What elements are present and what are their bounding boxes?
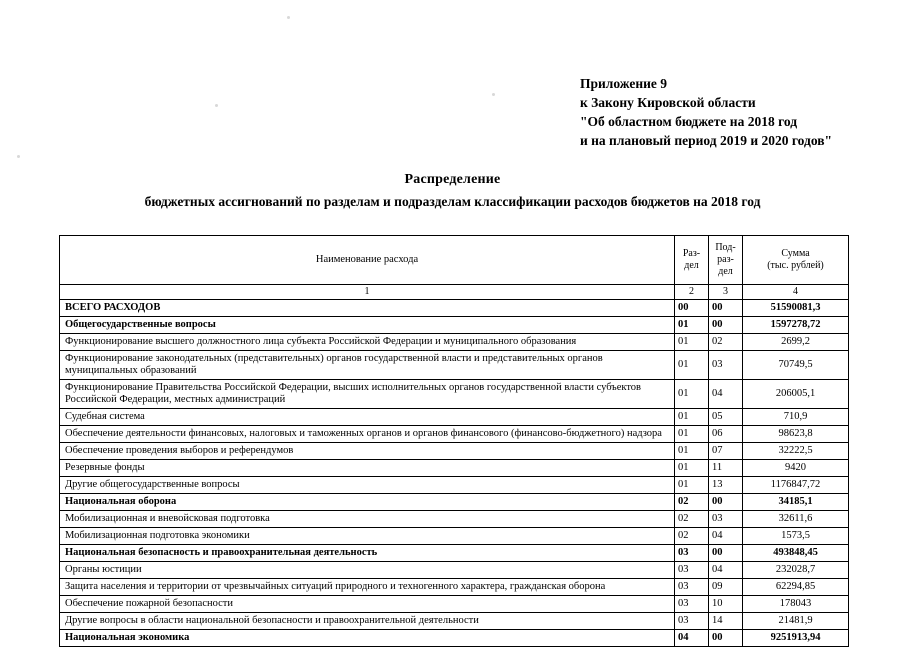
row-expense-name: Обеспечение деятельности финансовых, налоговых и таможенных органов и органов финансового (финансово-бюджетного) надзора bbox=[60, 426, 675, 443]
column-number-4: 4 bbox=[743, 285, 849, 300]
row-podrazdel: 03 bbox=[709, 351, 743, 380]
row-razdel: 01 bbox=[675, 380, 709, 409]
row-razdel: 03 bbox=[675, 545, 709, 562]
row-expense-name: ВСЕГО РАСХОДОВ bbox=[60, 300, 675, 317]
row-expense-name: Функционирование Правительства Российской Федерации, высших исполнительных органов государственной власти субъектов Российской Федерации, местных администраций bbox=[60, 380, 675, 409]
row-razdel: 01 bbox=[675, 460, 709, 477]
row-expense-name: Мобилизационная подготовка экономики bbox=[60, 528, 675, 545]
row-podrazdel: 04 bbox=[709, 380, 743, 409]
row-summa: 34185,1 bbox=[743, 494, 849, 511]
column-header-podrazdel-line3: дел bbox=[718, 266, 733, 277]
row-podrazdel: 03 bbox=[709, 511, 743, 528]
table-row bbox=[60, 562, 849, 579]
row-podrazdel: 05 bbox=[709, 409, 743, 426]
row-razdel: 00 bbox=[675, 300, 709, 317]
row-summa: 51590081,3 bbox=[743, 300, 849, 317]
row-razdel: 01 bbox=[675, 426, 709, 443]
table-row bbox=[60, 596, 849, 613]
table-row bbox=[60, 511, 849, 528]
row-expense-name: Национальная экономика bbox=[60, 630, 675, 647]
row-podrazdel: 00 bbox=[709, 494, 743, 511]
row-podrazdel: 00 bbox=[709, 300, 743, 317]
row-expense-name: Защита населения и территории от чрезвычайных ситуаций природного и техногенного характера, гражданская оборона bbox=[60, 579, 675, 596]
table-row bbox=[60, 579, 849, 596]
table-row bbox=[60, 351, 849, 380]
budget-table bbox=[59, 235, 849, 647]
row-summa: 70749,5 bbox=[743, 351, 849, 380]
row-podrazdel: 04 bbox=[709, 528, 743, 545]
column-number-1: 1 bbox=[60, 285, 675, 300]
row-summa: 1176847,72 bbox=[743, 477, 849, 494]
scan-speck bbox=[492, 93, 495, 96]
row-expense-name: Судебная система bbox=[60, 409, 675, 426]
column-header-summa bbox=[743, 236, 849, 285]
table-row bbox=[60, 443, 849, 460]
scan-speck bbox=[215, 104, 218, 107]
row-summa: 9420 bbox=[743, 460, 849, 477]
row-podrazdel: 11 bbox=[709, 460, 743, 477]
table-row bbox=[60, 300, 849, 317]
table-body bbox=[60, 300, 849, 647]
column-header-razdel-line2: дел bbox=[684, 260, 699, 271]
row-podrazdel: 00 bbox=[709, 545, 743, 562]
row-summa: 710,9 bbox=[743, 409, 849, 426]
row-expense-name: Национальная безопасность и правоохранительная деятельность bbox=[60, 545, 675, 562]
row-podrazdel: 10 bbox=[709, 596, 743, 613]
table-column-number-row bbox=[60, 285, 849, 300]
row-razdel: 03 bbox=[675, 596, 709, 613]
row-expense-name: Общегосударственные вопросы bbox=[60, 317, 675, 334]
row-summa: 2699,2 bbox=[743, 334, 849, 351]
row-summa: 1597278,72 bbox=[743, 317, 849, 334]
row-expense-name: Мобилизационная и вневойсковая подготовка bbox=[60, 511, 675, 528]
row-summa: 178043 bbox=[743, 596, 849, 613]
table-row bbox=[60, 613, 849, 630]
row-summa: 32222,5 bbox=[743, 443, 849, 460]
row-summa: 21481,9 bbox=[743, 613, 849, 630]
column-number-2: 2 bbox=[675, 285, 709, 300]
row-razdel: 01 bbox=[675, 351, 709, 380]
row-podrazdel: 13 bbox=[709, 477, 743, 494]
table-row bbox=[60, 409, 849, 426]
scan-speck bbox=[287, 16, 290, 19]
row-expense-name: Другие общегосударственные вопросы bbox=[60, 477, 675, 494]
row-razdel: 02 bbox=[675, 494, 709, 511]
row-expense-name: Функционирование высшего должностного лица субъекта Российской Федерации и муниципального образования bbox=[60, 334, 675, 351]
column-header-podrazdel bbox=[709, 236, 743, 285]
row-razdel: 01 bbox=[675, 443, 709, 460]
row-razdel: 01 bbox=[675, 409, 709, 426]
row-podrazdel: 00 bbox=[709, 317, 743, 334]
row-podrazdel: 14 bbox=[709, 613, 743, 630]
row-expense-name: Резервные фонды bbox=[60, 460, 675, 477]
row-summa: 493848,45 bbox=[743, 545, 849, 562]
table-header bbox=[60, 236, 849, 300]
row-razdel: 01 bbox=[675, 334, 709, 351]
row-razdel: 03 bbox=[675, 613, 709, 630]
page-title: Распределение bbox=[404, 172, 501, 187]
column-header-podrazdel-line2: раз- bbox=[717, 254, 734, 265]
row-podrazdel: 09 bbox=[709, 579, 743, 596]
row-razdel: 03 bbox=[675, 562, 709, 579]
table-row bbox=[60, 630, 849, 647]
scan-speck bbox=[17, 155, 20, 158]
row-summa: 1573,5 bbox=[743, 528, 849, 545]
column-number-3: 3 bbox=[709, 285, 743, 300]
row-summa: 32611,6 bbox=[743, 511, 849, 528]
column-header-summa-line1: Сумма bbox=[781, 248, 810, 259]
table-row bbox=[60, 528, 849, 545]
table-row bbox=[60, 380, 849, 409]
table-row bbox=[60, 334, 849, 351]
row-razdel: 03 bbox=[675, 579, 709, 596]
table-row bbox=[60, 494, 849, 511]
row-expense-name: Функционирование законодательных (представительных) органов государственной власти и представительных органов муниципальных образований bbox=[60, 351, 675, 380]
row-podrazdel: 07 bbox=[709, 443, 743, 460]
row-expense-name: Обеспечение проведения выборов и референдумов bbox=[60, 443, 675, 460]
row-podrazdel: 02 bbox=[709, 334, 743, 351]
row-expense-name: Национальная оборона bbox=[60, 494, 675, 511]
header-line-2: к Закону Кировской области bbox=[580, 95, 756, 110]
column-header-razdel bbox=[675, 236, 709, 285]
table-header-row bbox=[60, 236, 849, 285]
page-subtitle: бюджетных ассигнований по разделам и подразделам классификации расходов бюджетов на 2018 год bbox=[144, 194, 761, 209]
table-row bbox=[60, 426, 849, 443]
row-expense-name: Другие вопросы в области национальной безопасности и правоохранительной деятельности bbox=[60, 613, 675, 630]
row-razdel: 04 bbox=[675, 630, 709, 647]
column-header-summa-line2: (тыс. рублей) bbox=[767, 260, 824, 271]
row-razdel: 01 bbox=[675, 317, 709, 334]
table-row bbox=[60, 460, 849, 477]
column-header-razdel-line1: Раз- bbox=[682, 248, 701, 259]
row-summa: 98623,8 bbox=[743, 426, 849, 443]
header-line-3: "Об областном бюджете на 2018 год bbox=[580, 114, 798, 129]
row-razdel: 02 bbox=[675, 528, 709, 545]
row-razdel: 02 bbox=[675, 511, 709, 528]
row-expense-name: Органы юстиции bbox=[60, 562, 675, 579]
table-row bbox=[60, 545, 849, 562]
row-podrazdel: 00 bbox=[709, 630, 743, 647]
header-line-1: Приложение 9 bbox=[580, 76, 668, 91]
row-expense-name: Обеспечение пожарной безопасности bbox=[60, 596, 675, 613]
row-summa: 206005,1 bbox=[743, 380, 849, 409]
budget-table-wrapper bbox=[59, 235, 848, 647]
table-row bbox=[60, 477, 849, 494]
row-summa: 62294,85 bbox=[743, 579, 849, 596]
table-row bbox=[60, 317, 849, 334]
column-header-podrazdel-line1: Под- bbox=[715, 242, 736, 253]
document-header-block bbox=[580, 74, 832, 150]
row-podrazdel: 04 bbox=[709, 562, 743, 579]
column-header-name: Наименование расхода bbox=[60, 236, 675, 285]
header-line-4: и на плановый период 2019 и 2020 годов" bbox=[580, 133, 833, 148]
row-summa: 232028,7 bbox=[743, 562, 849, 579]
row-podrazdel: 06 bbox=[709, 426, 743, 443]
row-razdel: 01 bbox=[675, 477, 709, 494]
row-summa: 9251913,94 bbox=[743, 630, 849, 647]
